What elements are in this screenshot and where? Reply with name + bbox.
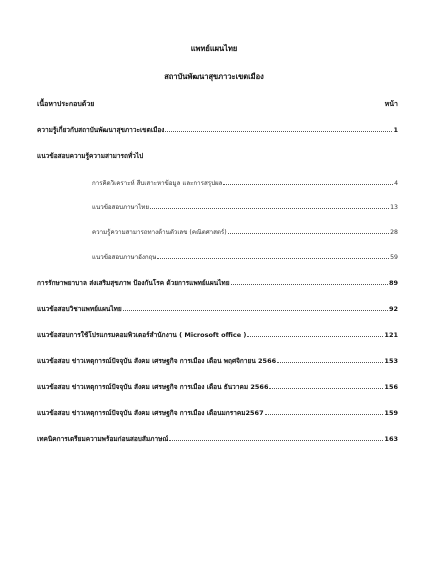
toc-entry-institute bbox=[37, 124, 398, 134]
toc-entry-label: แนวข้อสอบ ข่าวเหตุการณ์ปัจจุบัน สังคม เศรษฐกิจ การเมือง เดือน พฤศจิกายน 2566 bbox=[37, 357, 277, 365]
toc-leader-dots bbox=[277, 355, 383, 363]
toc-entry-label: แนวข้อสอบภาษาอังกฤษ bbox=[92, 254, 157, 261]
document-subtitle: สถาบันพัฒนาสุขภาวะเขตเมือง bbox=[164, 72, 264, 81]
toc-leader-dots bbox=[157, 251, 389, 259]
toc-header-contents: เนื้อหาประกอบด้วย bbox=[37, 100, 95, 108]
toc-entry-math bbox=[92, 226, 398, 236]
toc-entry-label: แนวข้อสอบการใช้โปรแกรมคอมพิวเตอร์สำนักงาน ( Microsoft office ) bbox=[37, 331, 247, 339]
toc-entry-news-dec-2566 bbox=[37, 381, 398, 391]
toc-leader-dots bbox=[265, 407, 384, 415]
toc-header-page: หน้า bbox=[384, 100, 398, 108]
toc-entry-page: 4 bbox=[394, 180, 398, 187]
toc-leader-dots bbox=[247, 329, 383, 337]
toc-entry-label: แนวข้อสอบ ข่าวเหตุการณ์ปัจจุบัน สังคม เศรษฐกิจ การเมือง เดือน ธันวาคม 2566 bbox=[37, 383, 269, 391]
toc-entry-label: ความรู้เกี่ยวกับสถาบันพัฒนาสุขภาวะเขตเมือง bbox=[37, 126, 165, 134]
toc-leader-dots bbox=[231, 277, 388, 285]
toc-entry-english bbox=[92, 251, 398, 261]
toc-leader-dots bbox=[165, 124, 392, 132]
toc-entry-label: แนวข้อสอบภาษาไทย bbox=[92, 204, 149, 211]
toc-entry-label: แนวข้อสอบวิชาแพทย์แผนไทย bbox=[37, 305, 122, 313]
toc-entry-page: 28 bbox=[390, 229, 398, 236]
toc-entry-microsoft-office bbox=[37, 329, 398, 339]
toc-entry-general-ability bbox=[37, 151, 398, 161]
toc-entry-analysis bbox=[92, 177, 398, 187]
toc-entry-page: 121 bbox=[384, 331, 398, 339]
toc-entry-page: 89 bbox=[388, 279, 398, 287]
toc-leader-dots bbox=[169, 433, 383, 441]
toc-leader-dots bbox=[150, 201, 389, 209]
toc-entry-page: 153 bbox=[384, 357, 398, 365]
toc-entry-thai bbox=[92, 201, 398, 211]
toc-entry-treatment bbox=[37, 277, 398, 287]
toc-entry-label: การคิดวิเคราะห์ สืบเสาะหาข้อมูล และการสรุปผล bbox=[92, 180, 223, 187]
toc-entry-label: ความรู้ความสามารถทางด้านตัวเลข (คณิตศาสตร์) bbox=[92, 229, 227, 236]
toc-leader-dots bbox=[123, 303, 388, 311]
toc-entry-label: แนวข้อสอบความรู้ความสามารถทั่วไป bbox=[37, 152, 144, 160]
toc-leader-dots bbox=[223, 177, 393, 185]
toc-entry-page: 159 bbox=[384, 409, 398, 417]
toc-entry-page: 1 bbox=[393, 126, 398, 134]
toc-entry-page: 92 bbox=[388, 305, 398, 313]
toc-entry-page: 59 bbox=[390, 254, 398, 261]
toc-entry-news-jan-2567 bbox=[37, 407, 398, 417]
toc-leader-dots bbox=[269, 381, 383, 389]
toc-entry-label: เทคนิคการเตรียมความพร้อมก่อนสอบสัมภาษณ์ bbox=[37, 435, 169, 443]
toc-entry-news-nov-2566 bbox=[37, 355, 398, 365]
toc-entry-page: 163 bbox=[384, 435, 398, 443]
toc-entry-interview-prep bbox=[37, 433, 398, 443]
toc-entry-page: 13 bbox=[390, 204, 398, 211]
toc-header bbox=[37, 99, 398, 109]
toc-entry-thai-medicine bbox=[37, 303, 398, 313]
toc-leader-dots bbox=[228, 226, 389, 234]
toc-entry-label: แนวข้อสอบ ข่าวเหตุการณ์ปัจจุบัน สังคม เศรษฐกิจ การเมือง เดือนมกราคม2567 bbox=[37, 409, 264, 417]
toc-entry-label: การรักษาพยาบาล ส่งเสริมสุขภาพ ป้องกันโรค ด้วยการแพทย์แผนไทย bbox=[37, 279, 230, 287]
toc-entry-page: 156 bbox=[384, 383, 398, 391]
document-title: แพทย์แผนไทย bbox=[190, 44, 238, 53]
